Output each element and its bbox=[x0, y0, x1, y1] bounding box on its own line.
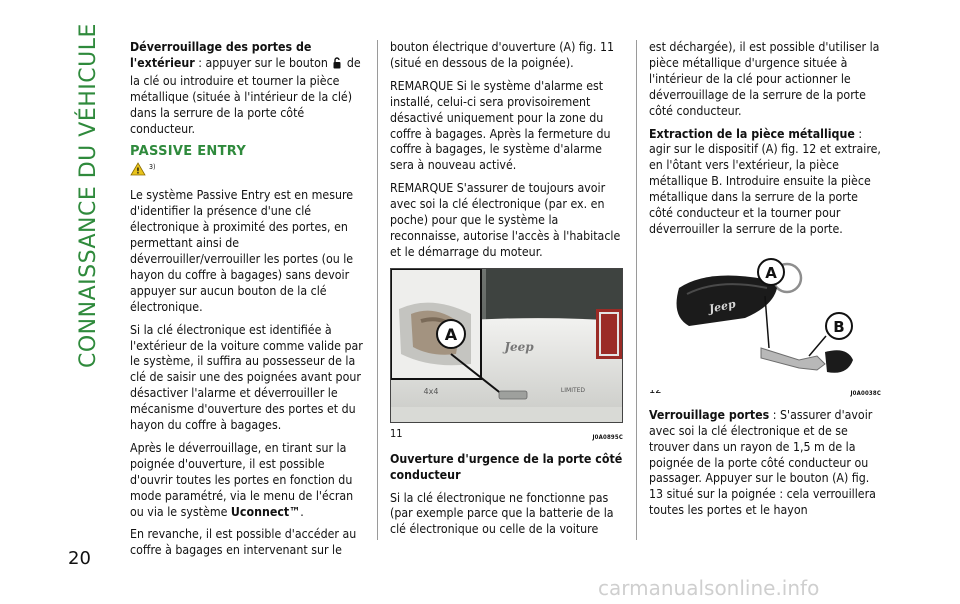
figure-12-brand: Jeep bbox=[707, 297, 737, 316]
paragraph: Si la clé électronique ne fonctionne pas (par exemple parce que la batterie de la clé électronique ou celle de la voiture bbox=[390, 490, 614, 537]
paragraph: est déchargée), il est possible d'utiliser la pièce métallique d'urgence située à l'intérieur de la clé pour actionner le déverrouillage de la serrure de la porte côté conducteur. bbox=[649, 40, 880, 118]
remark-paragraph: REMARQUE S'assurer de toujours avoir avec soi la clé électronique (par ex. en poche) pour que le système la reconnaisse, autorise l'accès à l'habitacle et le démarrage du moteur. bbox=[390, 181, 621, 259]
uconnect-term: Uconnect™ bbox=[230, 504, 301, 519]
column-divider-1 bbox=[377, 40, 378, 540]
figure-number: 11 bbox=[390, 426, 403, 440]
warning-reference bbox=[130, 162, 365, 182]
intro-paragraph: Déverrouillage des portes de l'extérieur : appuyer sur le bouton de la clé ou introduire et tourner la pièce métallique (située à l'intérieur de la clé) dans la serrure de la porte côté conducteur. bbox=[130, 40, 361, 136]
figure-code: J0A0895C bbox=[592, 433, 623, 441]
intro-bold: Déverrouillage des portes de l'extérieur bbox=[130, 40, 312, 70]
paragraph: Si la clé électronique est identifiée à l'extérieur de la voiture comme valide par le système, il suffira au possesseur de la clé de saisir une des poignées avant pour désactiver l'alarme et déverrouiller le mécanisme d'ouverture des portes et du hayon du coffre à bagages. bbox=[130, 322, 363, 433]
watermark: carmanualsonline.info bbox=[598, 576, 820, 600]
paragraph: En revanche, il est possible d'accéder au coffre à bagages en intervenant sur le bbox=[130, 527, 357, 558]
figure-12-label-b: B bbox=[833, 317, 845, 336]
column-divider-2 bbox=[636, 40, 637, 540]
column-2 bbox=[390, 40, 623, 545]
figure-12-image bbox=[649, 248, 880, 390]
paragraph: bouton électrique d'ouverture (A) fig. 11 (situé en dessous de la poignée). bbox=[390, 40, 615, 70]
remark-paragraph: REMARQUE Si le système d'alarme est installé, celui-ci sera provisoirement désactivé uniquement pour la zone du coffre à bagages. Après la fermeture du coffre à bagages, le système d'alarme sera à nouveau activé. bbox=[390, 78, 611, 173]
paragraph: Verrouillage portes : S'assurer d'avoir avec soi la clé électronique et de se trouver dans un rayon de 1,5 m de la poignée de la porte côté conducteur ou passager. Appuyer sur le bouton (A) fig. 13 situé sur la poignée : cela verrouillera toutes les portes et le hayon bbox=[649, 407, 876, 518]
figure-code: J0A0038C bbox=[850, 389, 881, 397]
figure-11-label-a: A bbox=[444, 324, 458, 344]
figure-11-image bbox=[390, 268, 623, 423]
column-1 bbox=[130, 40, 365, 566]
extraction-bold: Extraction de la pièce métallique bbox=[649, 126, 855, 141]
figure-12 bbox=[649, 248, 881, 402]
section-heading-passive-entry: PASSIVE ENTRY bbox=[130, 144, 247, 160]
figure-12-label-a: A bbox=[765, 263, 777, 282]
svg-text:!: ! bbox=[136, 166, 140, 176]
column-3 bbox=[649, 40, 881, 526]
warning-icon bbox=[130, 162, 146, 176]
warning-ref-number: 3) bbox=[149, 163, 156, 172]
figure-11-model-badge: 4x4 bbox=[423, 386, 439, 396]
subheading-emergency-opening: Ouverture d'urgence de la porte côté conducteur bbox=[390, 451, 623, 482]
page-number: 20 bbox=[68, 548, 91, 569]
lock-doors-bold: Verrouillage portes bbox=[649, 407, 770, 422]
paragraph: Extraction de la pièce métallique : agir sur le dispositif (A) fig. 12 et extraire, en l'ôtant vers l'extérieur, la pièce métallique B. Introduire ensuite la pièce métallique dans la serrure de la porte côté conducteur et la tourner pour déverrouiller la serrure de la porte. bbox=[649, 126, 881, 236]
figure-11-badge: Jeep bbox=[504, 339, 534, 354]
paragraph: Le système Passive Entry est en mesure d'identifier la présence d'une clé électronique à proximité des portes, en permettant ainsi de déverrouiller/verrouiller les portes (ou le hayon du coffre à bagages) sans devoir appuyer sur aucun bouton de la clé électronique. bbox=[130, 188, 354, 314]
unlock-icon bbox=[333, 57, 341, 74]
figure-11 bbox=[390, 268, 623, 446]
figure-11-trim-badge: LIMITED bbox=[560, 386, 586, 394]
paragraph: Après le déverrouillage, en tirant sur la poignée d'ouverture, il est possible d'ouvrir toutes les portes en fonction du mode paramétré, via le menu de l'écran ou via le système Uconnect™. bbox=[130, 440, 354, 519]
figure-11-caption bbox=[390, 426, 623, 446]
